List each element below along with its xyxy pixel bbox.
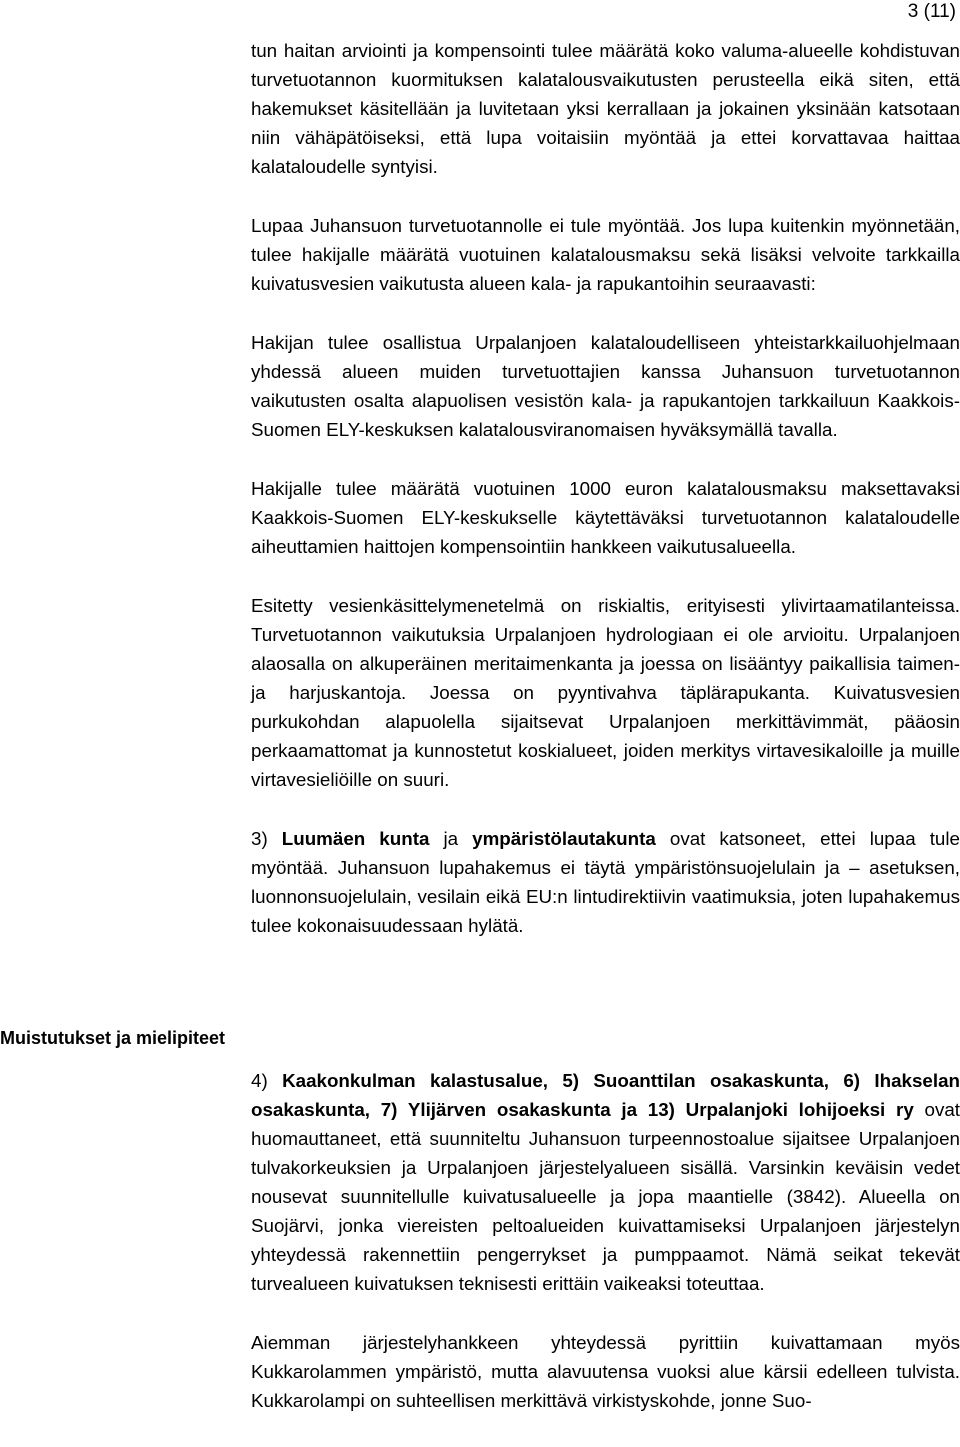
paragraph-4: Hakijalle tulee määrätä vuotuinen 1000 euron kalatalousmaksu maksettavaksi Kaakkois-Suomen ELY-keskukselle käytettäväksi turvetuotannon kalataloudelle aiheuttamien haittojen kompensointiin hankkeen vaikutusalueella. [251, 478, 960, 557]
page-number: 3 (11) [907, 1, 956, 22]
p6-rest: ovat katsoneet, ettei lupaa tule myöntää. Juhansuon lupahakemus ei täytä ympäristönsuojelulain ja – asetuksen, luonnonsuojelulain, vesilain eikä EU:n lintudirektiivin vaatimuksia, joten lupahakemus tulee kokonaisuudessaan hylätä. [251, 828, 960, 936]
p7-bold-parties: Kaakonkulman kalastusalue, 5) Suoanttilan osakaskunta, 6) Ihakselan osakaskunta, 7) Ylijärven osakaskunta ja 13) Urpalanjoki lohijoeksi ry [251, 1070, 960, 1120]
paragraph-7-kaakonkulma [251, 1066, 960, 1298]
section-heading-muistutukset: Muistutukset ja mielipiteet [0, 1028, 226, 1048]
paragraph-1: tun haitan arviointi ja kompensointi tulee määrätä koko valuma-alueelle kohdistuvan turvetuotannon kuormituksen kalatalousvaikutusten perusteella eikä siten, että hakemukset käsitellään ja luvitetaan yksi kerrallaan ja jokainen yksinään katsotaan niin vähäpätöiseksi, että lupa voitaisiin myöntää ja ettei korvattavaa haittaa kalataloudelle syntyisi. [251, 40, 960, 177]
paragraph-2: Lupaa Juhansuon turvetuotannolle ei tule myöntää. Jos lupa kuitenkin myönnetään, tulee hakijalle määrätä vuotuinen kalatalousmaksu sekä lisäksi velvoite tarkkailla kuivatusvesien vaikutusta alueen kala- ja rapukantoihin seuraavasti: [251, 215, 960, 294]
p6-prefix: 3) [251, 828, 282, 849]
p7-rest: ovat huomauttaneet, että suunniteltu Juhansuon turpeennostoalue sijaitsee Urpalanjoen tulvakorkeuksien ja Urpalanjoen järjestelyalueen sisällä. Varsinkin keväisin vedet nousevat suunnitellulle kuivatusalueelle ja jopa maantielle (3842). Alueella on Suojärvi, jonka viereisten peltoalueiden kuivattamiseksi Urpalanjoen järjestelyn yhteydessä rakennettiin pengerrykset ja pumppaamot. Nämä seikat tekevät turvealueen kuivatuksen teknisesti erittäin vaikeaksi toteuttaa. [251, 1099, 960, 1294]
p6-bold-luumaen-kunta: Luumäen kunta [281, 828, 430, 849]
p7-prefix: 4) [251, 1070, 283, 1091]
paragraph-8: Aiemman järjestelyhankkeen yhteydessä pyrittiin kuivattamaan myös Kukkarolammen ympäristö, mutta alavuutensa vuoksi alue kärsii edelleen tulvista. Kukkarolampi on suhteellisen merkittävä virkistyskohde, jonne Suo- [251, 1332, 960, 1411]
p6-mid: ja [429, 828, 473, 849]
document-body [251, 36, 960, 1415]
paragraph-5: Esitetty vesienkäsittelymenetelmä on riskialtis, erityisesti ylivirtaamatilanteissa. Turvetuotannon vaikutuksia Urpalanjoen hydrologiaan ei ole arvioitu. Urpalanjoen alaosalla on alkuperäinen meritaimenkanta ja joessa on lisääntyy paikallisia taimen- ja harjuskantoja. Joessa on pyyntivahva täplärapukanta. Kuivatusvesien purkukohdan alapuolella sijaitsevat Urpalanjoen merkittävimmät, pääosin perkaamattomat ja kunnostetut koskialueet, joiden merkitys virtavesikaloille ja muille virtavesieliöille on suuri. [251, 595, 960, 790]
paragraph-3: Hakijan tulee osallistua Urpalanjoen kalataloudelliseen yhteistarkkailuohjelmaan yhdessä alueen muiden turvetuottajien kanssa Juhansuon turvetuotannon vaikutusten osalta alapuolisen vesistön kala- ja rapukantojen tarkkailuun Kaakkois-Suomen ELY-keskuksen kalatalousviranomaisen hyväksymällä tavalla. [251, 332, 960, 440]
p6-bold-ymparistolautakunta: ympäristölautakunta [472, 828, 656, 849]
paragraph-6-luumaki [251, 824, 960, 940]
